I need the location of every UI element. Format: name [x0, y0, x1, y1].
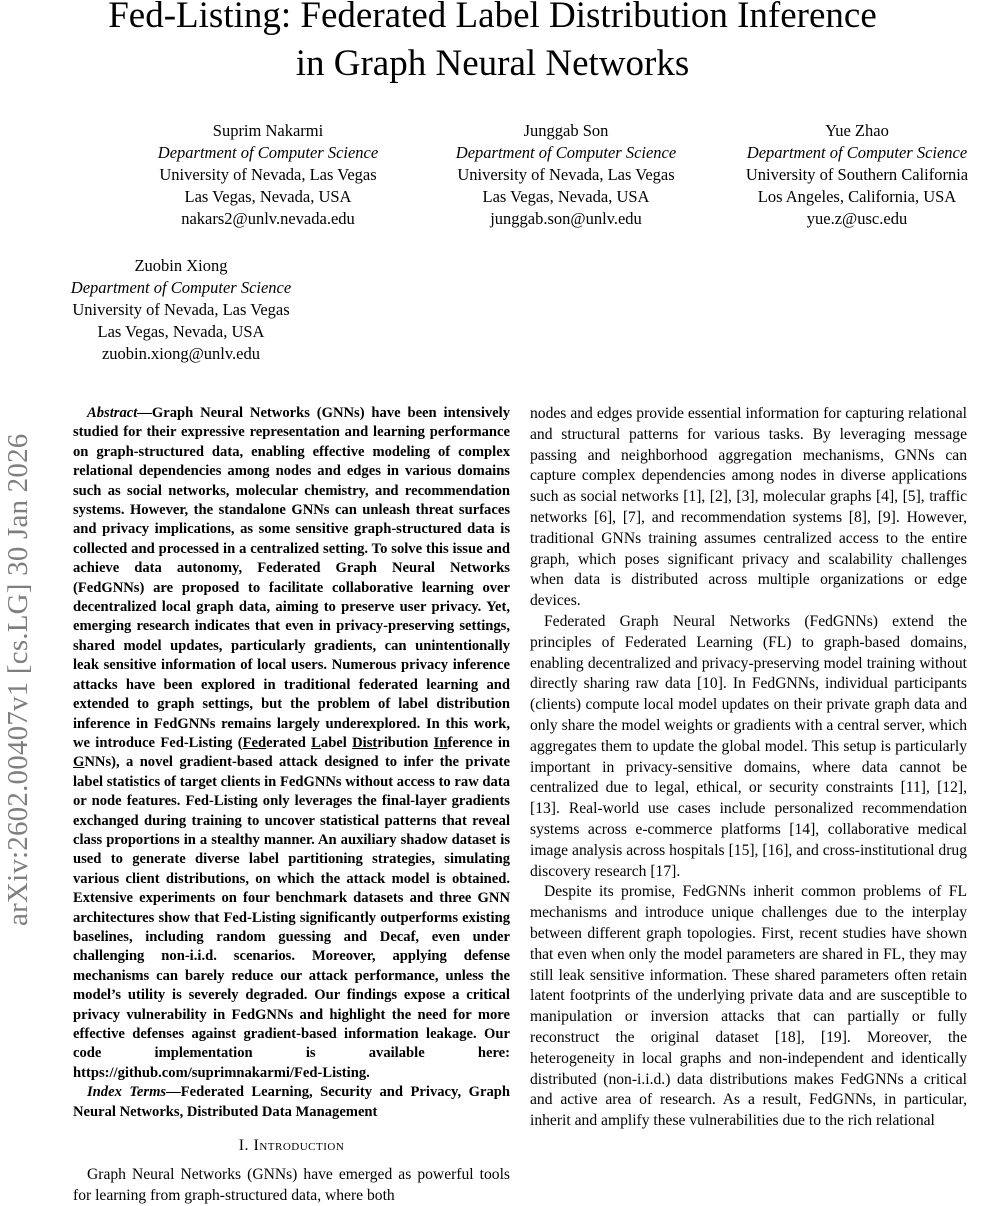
author-university: University of Southern California [745, 165, 969, 184]
author-block-4 [16, 255, 346, 365]
author-department: Department of Computer Science [70, 278, 292, 297]
section-heading-introduction: I. Introduction [238, 1137, 345, 1155]
author-name: Junggab Son [523, 121, 609, 140]
author-block-3 [692, 120, 985, 230]
author-location: Las Vegas, Nevada, USA [482, 187, 650, 206]
author-name: Suprim Nakarmi [212, 121, 324, 140]
left-column [73, 404, 510, 1206]
acronym-r-3: ference in [447, 734, 511, 751]
acronym-u-2: Dist [352, 734, 378, 751]
title-line-1: Fed-Listing: Federated Label Distribution Inference [108, 0, 877, 36]
intro-paragraph-3: Despite its promise, FedGNNs inherit common problems of FL mechanisms and introduce unique challenges due to the interplay between different graph topologies. First, recent studies have shown that even when only the model parameters are shared in FL, they may still leak sensitive information. These shared parameters often retain latent footprints of the underlying private data and are susceptible to manipulation or inversion attacks that can partially or fully reconstruct the original dataset [18], [19]. Moreover, the heterogeneity in local graphs and non-independent and identically distributed (non-i.i.d.) data distributions makes FedGNNs a critical and active area of research. As a result, FedGNNs, in particular, inherit and amplify these vulnerabilities due to the rich relational [530, 883, 967, 1130]
abstract-text-2: ), a novel gradient-based attack designed to infer the private label statistics of target clients in FedGNNs without access to raw data or node features. Fed-Listing only leverages the final-layer gradients exchanged during training to uncover statistical patterns that reveal class proportions in a stealthy manner. An auxiliary shadow dataset is used to generate diverse label partitioning strategies, simulating various client distributions, on which the attack model is obtained. Extensive experiments on four benchmark datasets and three GNN architectures show that Fed-Listing significantly outperforms existing baselines, including random guessing and Decaf, even under challenging non-i.i.d. scenarios. Moreover, applying defense mechanisms can barely reduce our attack performance, unless the model’s utility is severely degraded. Our findings expose a critical privacy vulnerability in FedGNNs and highlight the need for more effective defenses against gradient-based information leakage. Our code implementation is available here: https://github.com/suprimnakarmi/Fed-Listing. [73, 754, 510, 1081]
author-block-1 [103, 120, 433, 230]
index-terms [73, 1083, 510, 1122]
paper-title [0, 0, 985, 88]
abstract-text-1: —Graph Neural Networks (GNNs) have been intensively studied for their expressive representation and learning performance on graph-structured data, enabling effective modeling of complex relational dependencies among nodes and edges in various domains such as social networks, molecular chemistry, and recommendation systems. However, the standalone GNNs can unleash threat surfaces and privacy implications, as some sensitive graph-structured data is collected and processed in a centralized setting. To solve this issue and achieve data autonomy, Federated Graph Neural Networks (FedGNNs) are proposed to facilitate collaborative learning over decentralized local graph data, aiming to preserve user privacy. Yet, emerging research indicates that even in privacy-preserving settings, shared model updates, particularly gradients, can unintentionally leak sensitive information of local users. Numerous privacy inference attacks have been explored in traditional federated learning and extended to graph settings, but the problem of label distribution inference in FedGNNs remains largely underexplored. In this work, we introduce Fed-Listing ( [73, 405, 510, 751]
abstract-label: Abstract [87, 405, 138, 421]
acronym-u-0: Fed [242, 734, 267, 751]
author-name: Yue Zhao [825, 121, 889, 140]
author-location: Las Vegas, Nevada, USA [184, 187, 352, 206]
acronym-r-1: abel [320, 734, 353, 751]
author-department: Department of Computer Science [455, 143, 677, 162]
acronym-u-1: L [311, 734, 321, 751]
index-terms-text: —Federated Learning, Security and Privacy, Graph Neural Networks, Distributed Data Management [73, 1084, 510, 1120]
author-university: University of Nevada, Las Vegas [457, 165, 675, 184]
author-university: University of Nevada, Las Vegas [159, 165, 377, 184]
author-email[interactable]: yue.z@usc.edu [806, 209, 908, 228]
author-name: Zuobin Xiong [134, 256, 228, 275]
acronym-u-3: In [433, 734, 448, 751]
author-email[interactable]: zuobin.xiong@unlv.edu [101, 344, 261, 363]
right-column [530, 404, 967, 1132]
intro-paragraph-2: Federated Graph Neural Networks (FedGNNs) extend the principles of Federated Learning (FL) to graph-based domains, enabling decentralized and privacy-preserving model training without directly sharing raw data [10]. In FedGNNs, individual participants (clients) compute local model updates on their private graph data and only share the model weights or gradients with a central server, which aggregates them to update the global model. This setup is particularly important in privacy-sensitive domains, where data cannot be centralized due to legal, ethical, or security constraints [11], [12], [13]. Real-world use cases include personalized recommendation systems across e-commerce platforms [14], collaborative medical image analysis across hospitals [15], [16], and cross-institutional drug discovery research [17]. [530, 612, 967, 880]
abstract [73, 404, 510, 1083]
acronym-u-4: G [73, 754, 85, 771]
author-location: Los Angeles, California, USA [757, 187, 957, 206]
author-email[interactable]: nakars2@unlv.nevada.edu [181, 209, 355, 228]
author-university: University of Nevada, Las Vegas [72, 300, 290, 319]
intro-paragraph-1-start: Graph Neural Networks (GNNs) have emerged as powerful tools for learning from graph-structured data, where both [73, 1165, 510, 1204]
arxiv-identifier: arXiv:2602.00407v1 [cs.LG] 30 Jan 2026 [2, 433, 34, 926]
author-department: Department of Computer Science [157, 143, 379, 162]
acronym-r-0: erated [266, 734, 312, 751]
acronym-r-2: ribution [377, 734, 434, 751]
author-location: Las Vegas, Nevada, USA [97, 322, 265, 341]
author-block-2 [401, 120, 731, 230]
author-department: Department of Computer Science [746, 143, 968, 162]
intro-paragraph-1-cont: nodes and edges provide essential information for capturing relational and structural patterns for various tasks. By leveraging message passing and neighborhood aggregation mechanisms, GNNs can capture complex dependencies among nodes in diverse applications such as social networks [1], [2], [3], molecular graphs [4], [5], traffic networks [6], [7], and recommendation systems [8], [9]. However, traditional GNNs training assumes centralized access to the entire graph, which poses significant privacy and scalability challenges when data is distributed across multiple organizations or edge devices. [530, 405, 967, 610]
author-email[interactable]: junggab.son@unlv.edu [490, 209, 642, 228]
title-line-2: in Graph Neural Networks [295, 43, 690, 84]
acronym-r-4: NNs [84, 754, 112, 771]
index-terms-label: Index Terms [87, 1084, 167, 1101]
